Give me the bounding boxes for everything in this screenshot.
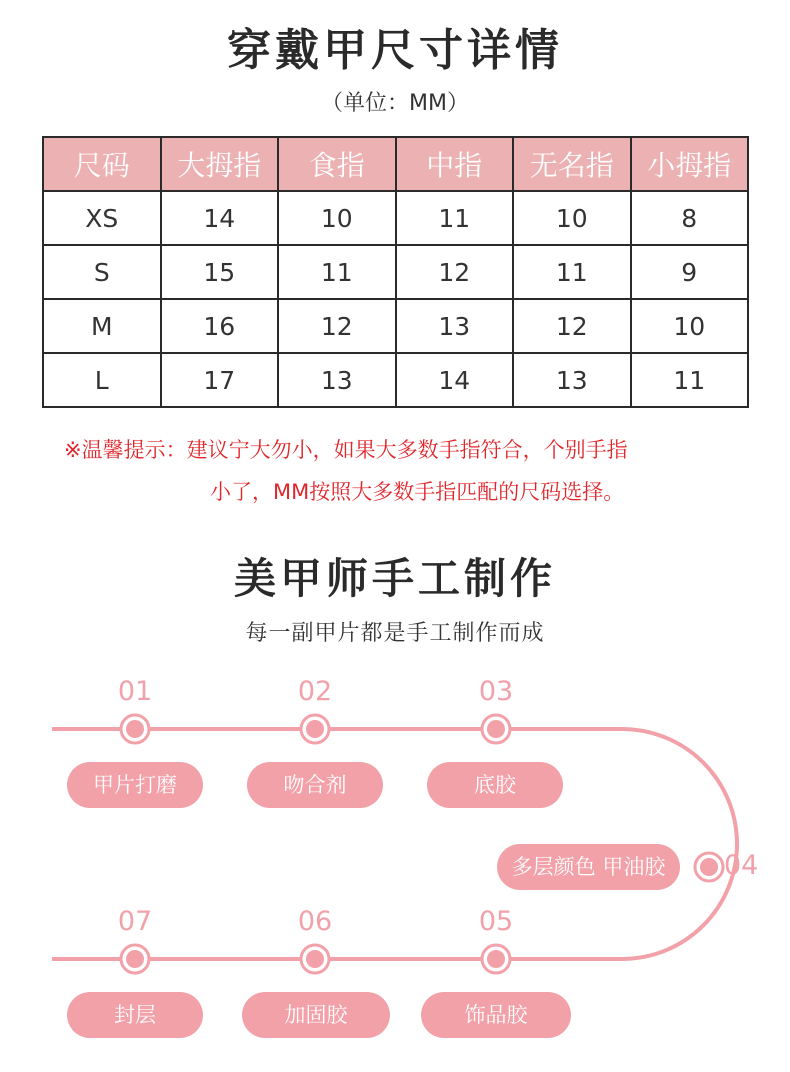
table-cell: 17 (161, 353, 279, 407)
step-node-07 (121, 945, 149, 973)
step-number-04: 04 (724, 850, 759, 881)
tip-line-2: 小了，MM按照大多数手指匹配的尺码选择。 (210, 480, 625, 504)
header-size: 尺码 (43, 137, 161, 191)
table-cell: 9 (631, 245, 749, 299)
table-cell: 12 (278, 299, 396, 353)
tip-line-1: ※温馨提示：建议宁大勿小，如果大多数手指符合，个别手指 (64, 438, 628, 462)
header-pinky: 小拇指 (631, 137, 749, 191)
step-number-02: 02 (297, 676, 333, 707)
table-cell: M (43, 299, 161, 353)
header-thumb: 大拇指 (161, 137, 279, 191)
table-cell: 15 (161, 245, 279, 299)
step-node-04 (695, 853, 723, 881)
step-label-01: 甲片打磨 (67, 762, 203, 808)
step-label-03: 底胶 (427, 762, 563, 808)
table-cell: S (43, 245, 161, 299)
step-node-06 (301, 945, 329, 973)
table-cell: 8 (631, 191, 749, 245)
step-node-03 (482, 715, 510, 743)
step-label-05: 饰品胶 (421, 992, 571, 1038)
table-cell: 11 (513, 245, 631, 299)
table-cell: 12 (396, 245, 514, 299)
step-node-05 (482, 945, 510, 973)
table-cell: 14 (396, 353, 514, 407)
header-index: 食指 (278, 137, 396, 191)
table-cell: 10 (513, 191, 631, 245)
step-node-01 (121, 715, 149, 743)
step-label-02: 吻合剂 (247, 762, 383, 808)
step-number-01: 01 (117, 676, 153, 707)
step-number-03: 03 (478, 676, 514, 707)
table-cell: 11 (631, 353, 749, 407)
step-number-07: 07 (117, 906, 153, 937)
step-label-04: 多层颜色 甲油胶 (497, 844, 680, 890)
table-cell: 13 (513, 353, 631, 407)
table-cell: 13 (278, 353, 396, 407)
unit-label: （单位：MM） (321, 91, 469, 116)
table-cell: L (43, 353, 161, 407)
header-middle: 中指 (396, 137, 514, 191)
table-cell: 10 (631, 299, 749, 353)
step-label-06: 加固胶 (242, 992, 390, 1038)
header-ring: 无名指 (513, 137, 631, 191)
step-number-05: 05 (478, 906, 514, 937)
table-cell: 13 (396, 299, 514, 353)
table-cell: 12 (513, 299, 631, 353)
table-cell: 10 (278, 191, 396, 245)
table-cell: 14 (161, 191, 279, 245)
table-cell: 11 (396, 191, 514, 245)
process-subtitle: 每一副甲片都是手工制作而成 (245, 621, 545, 646)
table-cell: XS (43, 191, 161, 245)
table-cell: 16 (161, 299, 279, 353)
step-label-07: 封层 (67, 992, 203, 1038)
process-title: 美甲师手工制作 (233, 554, 556, 603)
step-node-02 (301, 715, 329, 743)
step-number-06: 06 (297, 906, 333, 937)
size-title: 穿戴甲尺寸详情 (227, 25, 563, 76)
table-cell: 11 (278, 245, 396, 299)
